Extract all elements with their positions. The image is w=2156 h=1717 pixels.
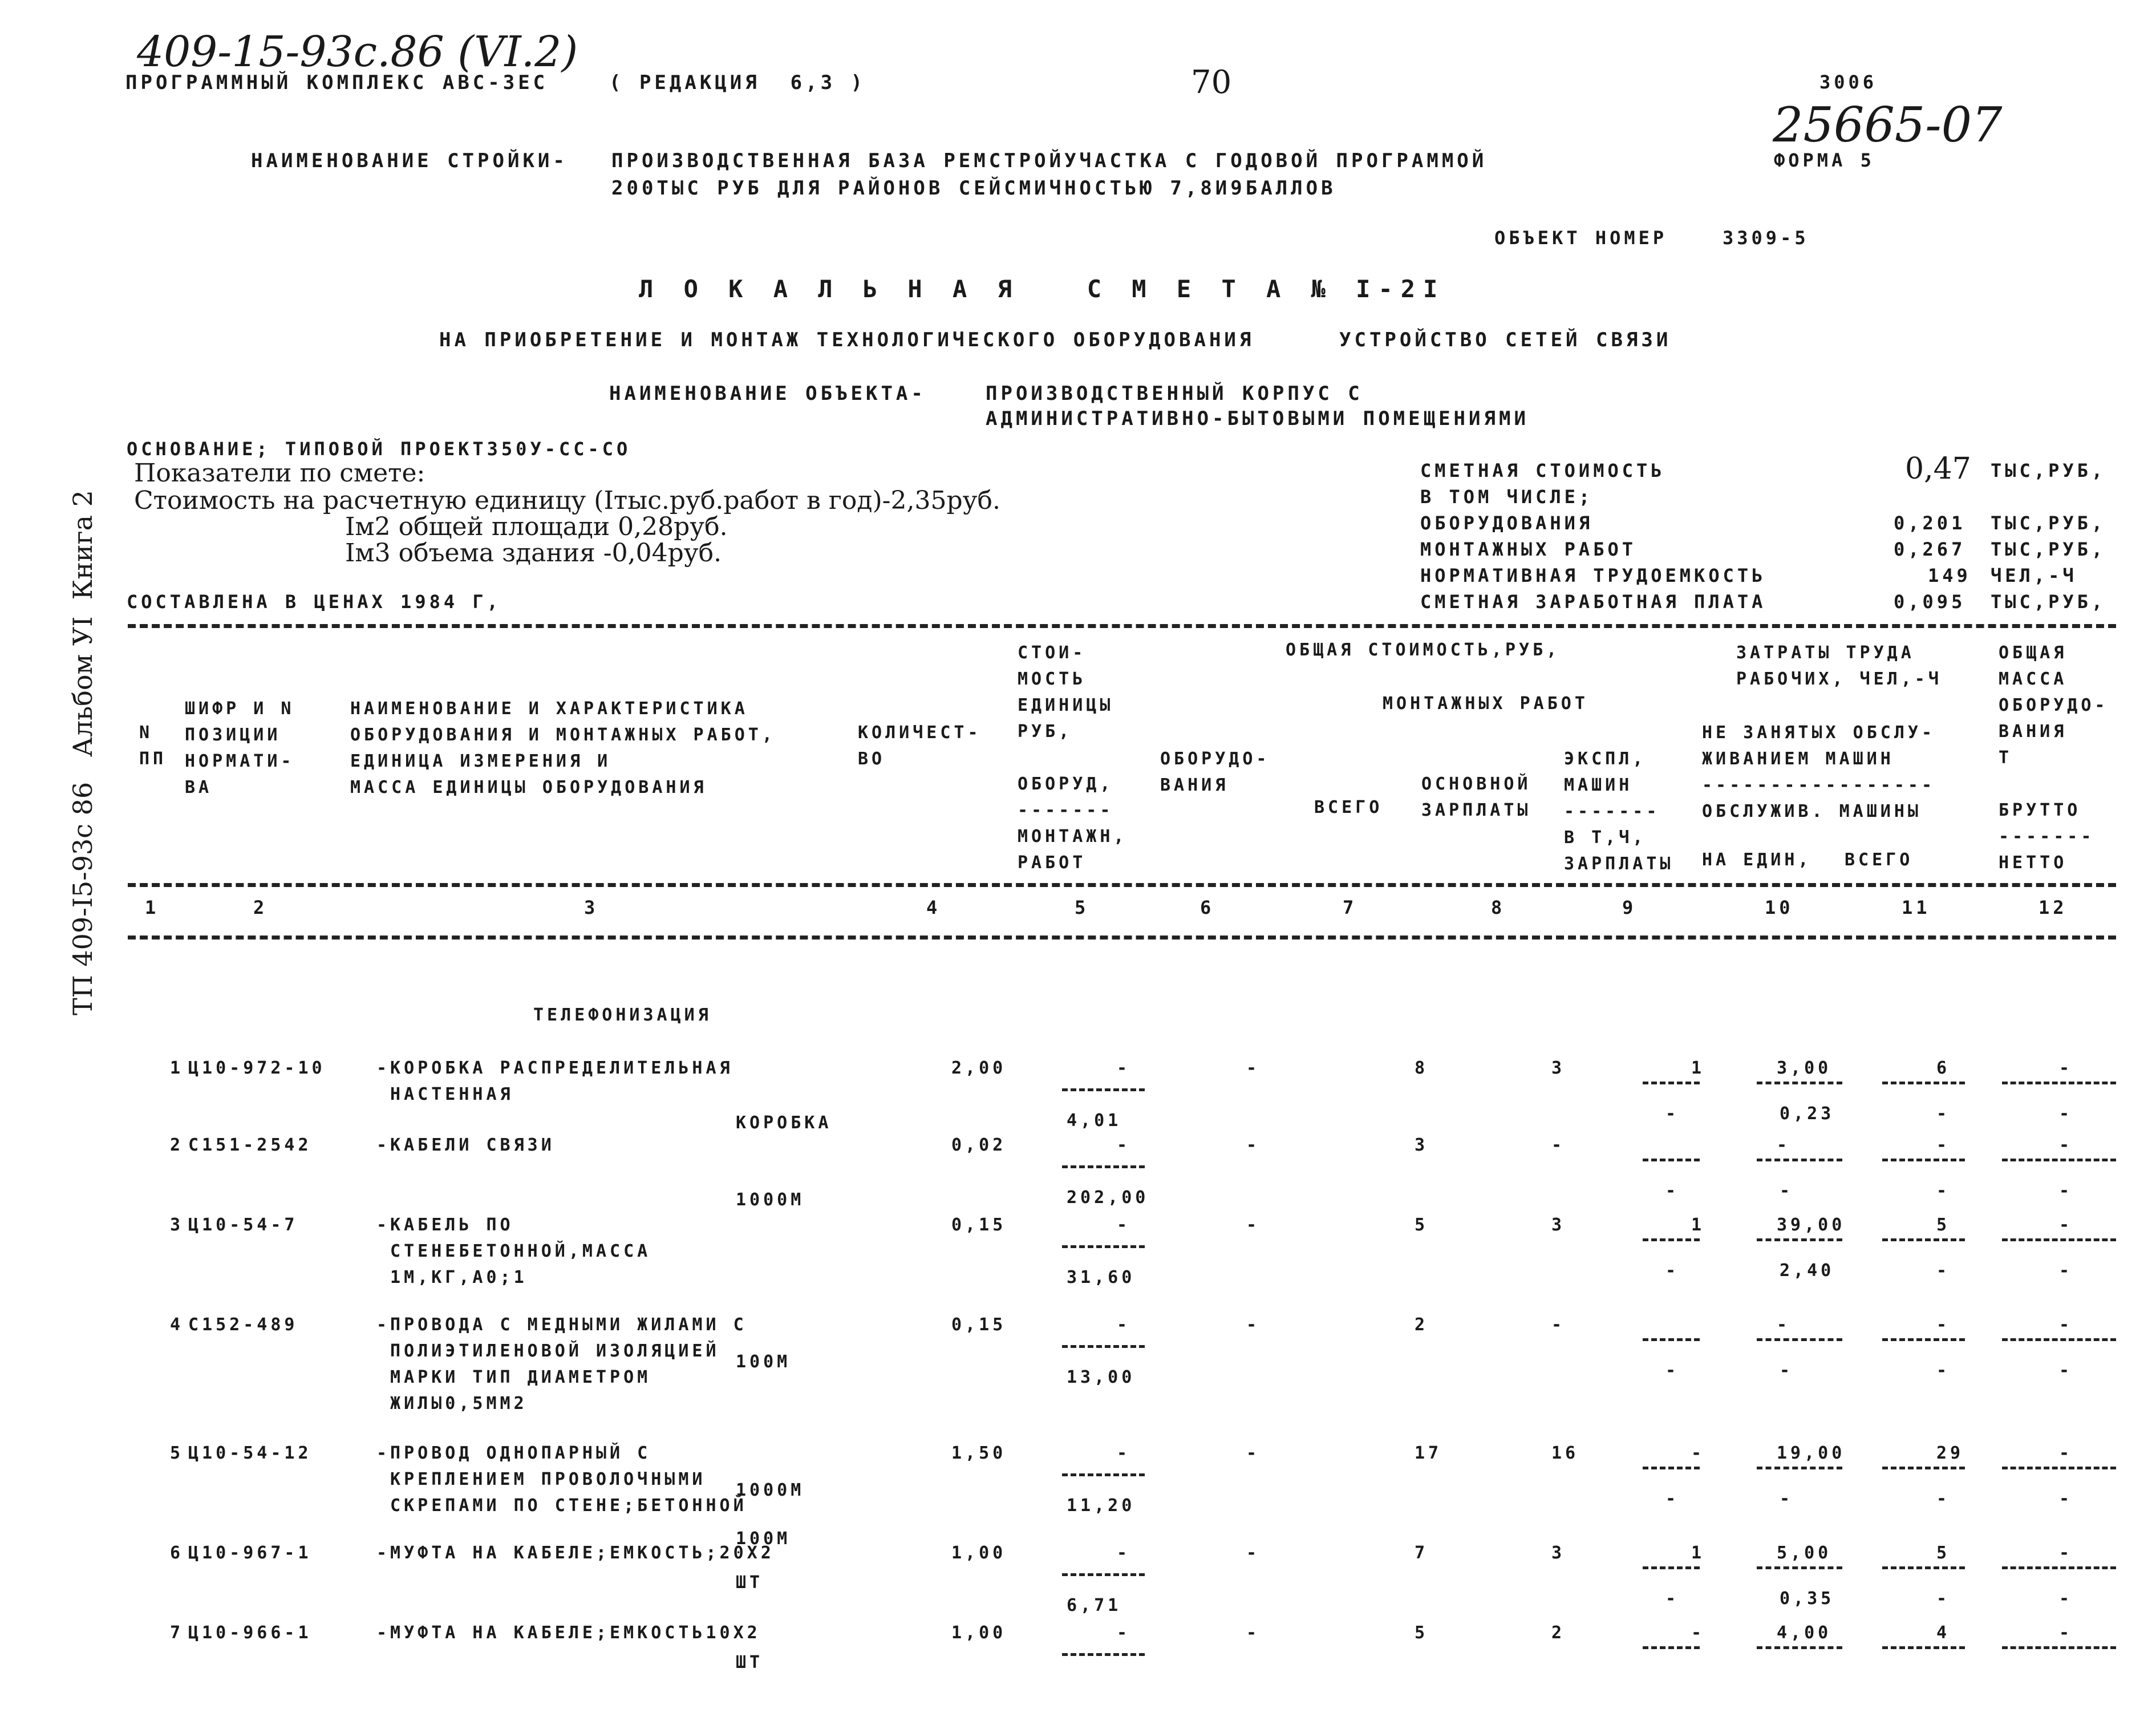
col-1-header: N ПП [139,723,167,769]
code-top-right: 3006 [1819,71,1878,93]
row-machine-total: - [1936,1489,1951,1509]
document-title: Л О К А Л Ь Н А Я С М Е Т А № I-2I [639,275,1446,303]
row-divider [1643,1238,1700,1241]
summary-block [1420,452,2139,617]
row-unit-cost-mounting: 6,71 [1067,1595,1122,1615]
summary-label: МОНТАЖНЫХ РАБОТ [1420,538,1636,560]
row-divider [1757,1646,1842,1649]
col-10-header: НА ЕДИН, [1702,850,1812,870]
summary-unit: ТЫС,РУБ, [1991,591,2106,613]
group-mount-header: МОНТАЖНЫХ РАБОТ [1383,694,1588,714]
col-number: 5 [1075,897,1089,918]
row-labor-total: - [1936,1135,1951,1155]
object-name-line-1: ПРОИЗВОДСТВЕННЫЙ КОРПУС С [986,382,1363,405]
row-equipment-total: - [1246,1443,1261,1463]
row-machine-wage: - [1665,1104,1680,1124]
row-divider [1757,1238,1842,1241]
row-machine-cost: 1 [1691,1215,1705,1235]
col-number: 6 [1200,897,1215,918]
col-number: 4 [926,897,941,918]
construction-line-2: 200ТЫС РУБ ДЛЯ РАЙОНОВ СЕЙСМИЧНОСТЬЮ 7,8И9БАЛЛОВ [611,177,1336,200]
row-equipment-total: - [1246,1315,1261,1335]
row-unit: ШТ [736,1653,764,1673]
col-4-header: КОЛИЧЕСТ- ВО [858,723,982,769]
row-gross-mass: - [2059,1623,2073,1643]
row-number: 2 [170,1135,184,1155]
row-divider [1643,1467,1700,1469]
row-divider [1062,1573,1145,1576]
summary-unit: ТЫС,РУБ, [1991,460,2106,481]
row-number: 4 [170,1315,184,1335]
summary-label: ОБОРУДОВАНИЯ [1420,512,1594,534]
row-divider [1882,1338,1965,1341]
row-machine-cost: 1 [1691,1058,1705,1078]
handwritten-code: 409-15-93с.86 (VI.2) [137,27,578,76]
row-number: 7 [170,1623,184,1643]
row-unit-cost-mounting: 202,00 [1067,1188,1149,1208]
subtitle-right: УСТРОЙСТВО СЕТЕЙ СВЯЗИ [1339,329,1672,351]
row-unit: 100М [736,1529,791,1549]
row-base-wage: - [1551,1315,1566,1335]
row-net-mass: - [2059,1489,2073,1509]
row-labor-per-unit: 3,00 [1777,1058,1832,1078]
row-machine-wage: - [1665,1181,1680,1201]
form-label: ФОРМА 5 [1774,149,1875,171]
object-number-value: 3309-5 [1723,227,1809,249]
row-base-wage: 16 [1551,1443,1579,1463]
col-number: 1 [145,897,160,918]
row-unit-cost-equipment: - [1117,1058,1131,1078]
row-machine-total: - [1936,1360,1951,1380]
col-6-header: ОБОРУДО- ВАНИЯ [1160,749,1270,795]
row-divider [1643,1566,1700,1569]
col-5-header: СТОИ- МОСТЬ ЕДИНИЦЫ РУБ, ОБОРУД, ------- МОНТАЖН, РАБОТ [1018,643,1128,873]
indicators-title: Показатели по смете: [134,459,425,488]
row-machine-total: - [1936,1589,1951,1609]
row-mount-total: 5 [1415,1215,1429,1235]
compiled-prices: СОСТАВЛЕНА В ЦЕНАХ 1984 Г, [127,591,501,613]
row-divider [2002,1238,2116,1241]
row-divider [1062,1345,1145,1348]
row-machine-per-unit: 0,23 [1780,1104,1835,1124]
construction-label: НАИМЕНОВАНИЕ СТРОЙКИ- [251,149,568,172]
row-labor-total: 4 [1936,1623,1951,1643]
row-machine-total: - [1936,1261,1951,1281]
row-net-mass: - [2059,1181,2073,1201]
object-name-line-2: АДМИНИСТРАТИВНО-БЫТОВЫМИ ПОМЕЩЕНИЯМИ [986,407,1529,430]
row-machine-wage: - [1665,1489,1680,1509]
group-labor2-header: НЕ ЗАНЯТЫХ ОБСЛУ- ЖИВАНИЕМ МАШИН ----------------- ОБСЛУЖИВ. МАШИНЫ [1702,723,1936,821]
row-name: -КОРОБКА РАСПРЕДЕЛИТЕЛЬНАЯ НАСТЕННАЯ [376,1058,733,1104]
summary-label: В ТОМ ЧИСЛЕ; [1420,486,1594,508]
summary-value: 0,201 [1894,512,1966,534]
row-divider [1882,1467,1965,1469]
row-unit-cost-mounting: 31,60 [1067,1267,1136,1287]
row-divider [1757,1082,1842,1084]
row-labor-per-unit: 19,00 [1777,1443,1846,1463]
row-mount-total: 2 [1415,1315,1429,1335]
col-7-header: ВСЕГО [1314,797,1383,817]
row-gross-mass: - [2059,1135,2073,1155]
row-labor-total: 5 [1936,1543,1951,1563]
row-equipment-total: - [1246,1543,1261,1563]
row-divider [1882,1238,1965,1241]
row-divider [1643,1082,1700,1084]
row-divider [2002,1159,2116,1161]
row-base-wage: 3 [1551,1058,1566,1078]
summary-value: 0,47 [1905,452,1971,486]
row-number: 6 [170,1543,184,1563]
object-name-label: НАИМЕНОВАНИЕ ОБЪЕКТА- [609,382,926,405]
row-divider [1757,1467,1842,1469]
col-number: 10 [1765,897,1794,918]
row-unit: 1000М [736,1190,805,1210]
row-code: Ц10-966-1 [188,1623,312,1643]
section-title: ТЕЛЕФОНИЗАЦИЯ [533,1005,712,1025]
row-unit-cost-equipment: - [1117,1623,1131,1643]
row-machine-wage: - [1665,1360,1680,1380]
row-labor-total: 29 [1936,1443,1964,1463]
row-labor-total: 5 [1936,1215,1951,1235]
table-top-rule [128,624,2116,628]
row-gross-mass: - [2059,1443,2073,1463]
summary-unit: ЧЕЛ,-Ч [1991,565,2077,586]
row-number: 5 [170,1443,184,1463]
row-machine-total: - [1936,1104,1951,1124]
row-name: -КАБЕЛЬ ПО СТЕНЕБЕТОННОЙ,МАССА 1М,КГ,А0;1 [376,1215,651,1287]
row-unit-cost-equipment: - [1117,1443,1131,1463]
row-machine-per-unit: - [1780,1181,1794,1201]
summary-label: СМЕТНАЯ ЗАРАБОТНАЯ ПЛАТА [1420,591,1766,613]
row-mount-total: 3 [1415,1135,1429,1155]
col-2-header: ШИФР И N ПОЗИЦИИ НОРМАТИ- ВА [185,699,295,797]
row-unit-cost-equipment: - [1117,1215,1131,1235]
col-11-header: ВСЕГО [1845,850,1914,870]
col-number: 2 [253,897,268,918]
row-net-mass: - [2059,1261,2073,1281]
row-unit: ШТ [736,1573,764,1593]
side-album-text: ТП 409-I5-93с 86 Альбом УI Книга 2 [67,490,98,1015]
row-divider [1062,1165,1145,1168]
row-name: -ПРОВОДА С МЕДНЫМИ ЖИЛАМИ С ПОЛИЭТИЛЕНОВОЙ ИЗОЛЯЦИЕЙ МАРКИ ТИП ДИАМЕТРОМ ЖИЛЫ0,5ММ2 [376,1315,747,1414]
group-total-header: ОБЩАЯ СТОИМОСТЬ,РУБ, [1286,640,1561,660]
table-numbers-rule [128,936,2116,940]
row-code: Ц10-967-1 [188,1543,312,1563]
summary-value: 149 [1928,565,1971,586]
page-number: 70 [1191,64,1232,101]
col-8-header: ОСНОВНОЙ ЗАРПЛАТЫ [1421,774,1531,820]
table-header [128,634,2116,880]
row-net-mass: - [2059,1360,2073,1380]
row-code: Ц10-54-7 [188,1215,298,1235]
row-machine-wage: - [1665,1589,1680,1609]
summary-unit: ТЫС,РУБ, [1991,512,2106,534]
row-unit-cost-mounting: 4,01 [1067,1111,1122,1131]
col-9-header: ЭКСПЛ, МАШИН ------- В Т,Ч, ЗАРПЛАТЫ [1564,749,1674,874]
row-labor-per-unit: 5,00 [1777,1543,1832,1563]
table-header-rule [128,883,2116,887]
row-divider [1643,1338,1700,1341]
row-divider [1062,1088,1145,1091]
row-divider [1882,1646,1965,1649]
row-quantity: 1,00 [951,1623,1007,1643]
row-divider [1643,1159,1700,1161]
row-base-wage: - [1551,1135,1566,1155]
row-equipment-total: - [1246,1135,1261,1155]
row-labor-per-unit: - [1777,1135,1791,1155]
summary-value: 0,267 [1894,538,1966,560]
col-number: 11 [1902,897,1931,918]
row-gross-mass: - [2059,1215,2073,1235]
row-machine-wage: - [1665,1261,1680,1281]
row-gross-mass: - [2059,1058,2073,1078]
col-3-header: НАИМЕНОВАНИЕ И ХАРАКТЕРИСТИКА ОБОРУДОВАНИЯ И МОНТАЖНЫХ РАБОТ, ЕДИНИЦА ИЗМЕРЕНИЯ И МАССА ЕДИНИЦЫ ОБОРУДОВАНИЯ [350,699,776,797]
row-labor-per-unit: 4,00 [1777,1623,1832,1643]
row-divider [1757,1338,1842,1341]
row-labor-total: - [1936,1315,1951,1335]
edition: ( РЕДАКЦИЯ 6,3 ) [609,71,866,94]
row-unit-cost-equipment: - [1117,1543,1131,1563]
row-name: -ПРОВОД ОДНОПАРНЫЙ С КРЕПЛЕНИЕМ ПРОВОЛОЧНЫМИ СКРЕПАМИ ПО СТЕНЕ;БЕТОННОЙ [376,1443,747,1516]
row-divider [1062,1653,1145,1656]
row-divider [1643,1646,1700,1649]
object-number-label: ОБЪЕКТ НОМЕР [1494,227,1668,249]
row-name: -МУФТА НА КАБЕЛЕ;ЕМКОСТЬ;20Х2 [376,1543,775,1563]
row-number: 1 [170,1058,184,1078]
summary-label: СМЕТНАЯ СТОИМОСТЬ [1420,460,1665,481]
row-mount-total: 5 [1415,1623,1429,1643]
row-base-wage: 3 [1551,1215,1566,1235]
row-mount-total: 7 [1415,1543,1429,1563]
row-unit-cost-equipment: - [1117,1315,1131,1335]
row-machine-per-unit: - [1780,1360,1794,1380]
group-labor-header: ЗАТРАТЫ ТРУДА РАБОЧИХ, ЧЕЛ,-Ч [1736,643,1942,689]
row-code: Ц10-54-12 [188,1443,312,1463]
row-base-wage: 2 [1551,1623,1566,1643]
row-divider [2002,1338,2116,1341]
row-unit-cost-equipment: - [1117,1135,1131,1155]
row-divider [2002,1467,2116,1469]
row-equipment-total: - [1246,1623,1261,1643]
row-divider [1882,1082,1965,1084]
indicators-line-2: Iм2 общей площади 0,28руб. [345,512,728,541]
row-divider [2002,1566,2116,1569]
row-unit-cost-mounting: 11,20 [1067,1496,1136,1516]
row-machine-per-unit: - [1780,1489,1794,1509]
row-code: С151-2542 [188,1135,312,1155]
indicators-line-1: Стоимость на расчетную единицу (Iтыс.руб.работ в год)-2,35руб. [134,486,1001,515]
row-divider [1757,1566,1842,1569]
row-gross-mass: - [2059,1543,2073,1563]
summary-value: 0,095 [1894,591,1966,613]
row-code: Ц10-972-10 [188,1058,326,1078]
construction-line-1: ПРОИЗВОДСТВЕННАЯ БАЗА РЕМСТРОЙУЧАСТКА С ГОДОВОЙ ПРОГРАММОЙ [611,149,1488,172]
row-divider [1882,1159,1965,1161]
row-equipment-total: - [1246,1058,1261,1078]
row-labor-per-unit: 39,00 [1777,1215,1846,1235]
row-labor-per-unit: - [1777,1315,1791,1335]
row-divider [1062,1473,1145,1476]
row-divider [1757,1159,1842,1161]
row-labor-total: 6 [1936,1058,1951,1078]
row-machine-cost: 1 [1691,1543,1705,1563]
basis: ОСНОВАНИЕ; ТИПОВОЙ ПРОЕКТ350У-СС-СО [127,438,631,460]
summary-label: НОРМАТИВНАЯ ТРУДОЕМКОСТЬ [1420,565,1766,586]
row-quantity: 2,00 [951,1058,1007,1078]
row-net-mass: - [2059,1589,2073,1609]
row-quantity: 0,15 [951,1315,1007,1335]
row-unit: 1000М [736,1480,805,1500]
row-unit: КОРОБКА [736,1113,832,1133]
row-name: -КАБЕЛИ СВЯЗИ [376,1135,555,1155]
col-number: 8 [1491,897,1506,918]
row-divider [1062,1245,1145,1248]
row-unit-cost-mounting: 13,00 [1067,1367,1136,1387]
row-divider [2002,1646,2116,1649]
row-number: 3 [170,1215,184,1235]
row-code: С152-489 [188,1315,298,1335]
row-equipment-total: - [1246,1215,1261,1235]
col-number: 9 [1622,897,1637,918]
row-gross-mass: - [2059,1315,2073,1335]
row-name: -МУФТА НА КАБЕЛЕ;ЕМКОСТЬ10Х2 [376,1623,761,1643]
row-mount-total: 17 [1415,1443,1442,1463]
row-quantity: 1,50 [951,1443,1007,1463]
summary-unit: ТЫС,РУБ, [1991,538,2106,560]
row-machine-per-unit: 0,35 [1780,1589,1835,1609]
row-divider [1882,1566,1965,1569]
col-number: 7 [1343,897,1357,918]
row-net-mass: - [2059,1104,2073,1124]
row-machine-cost: - [1691,1623,1705,1643]
row-unit: 100М [736,1352,791,1372]
row-mount-total: 8 [1415,1058,1429,1078]
program-name: ПРОГРАММНЫЙ КОМПЛЕКС АВС-ЗЕС [125,71,549,94]
row-machine-per-unit: 2,40 [1780,1261,1835,1281]
handwritten-number: 25665-07 [1773,97,2003,153]
row-base-wage: 3 [1551,1543,1566,1563]
row-quantity: 1,00 [951,1543,1007,1563]
col-12-header: ОБЩАЯ МАССА ОБОРУДО- ВАНИЯ Т БРУТТО ------- НЕТТО [1999,643,2109,873]
column-numbers [128,897,2116,925]
indicators-line-3: Iм3 объема здания -0,04руб. [345,538,722,568]
subtitle-left: НА ПРИОБРЕТЕНИЕ И МОНТАЖ ТЕХНОЛОГИЧЕСКОГО ОБОРУДОВАНИЯ [439,329,1255,351]
row-machine-total: - [1936,1181,1951,1201]
col-number: 3 [584,897,599,918]
row-machine-cost: - [1691,1443,1705,1463]
row-quantity: 0,02 [951,1135,1007,1155]
col-number: 12 [2039,897,2068,918]
row-divider [2002,1082,2116,1084]
row-quantity: 0,15 [951,1215,1007,1235]
